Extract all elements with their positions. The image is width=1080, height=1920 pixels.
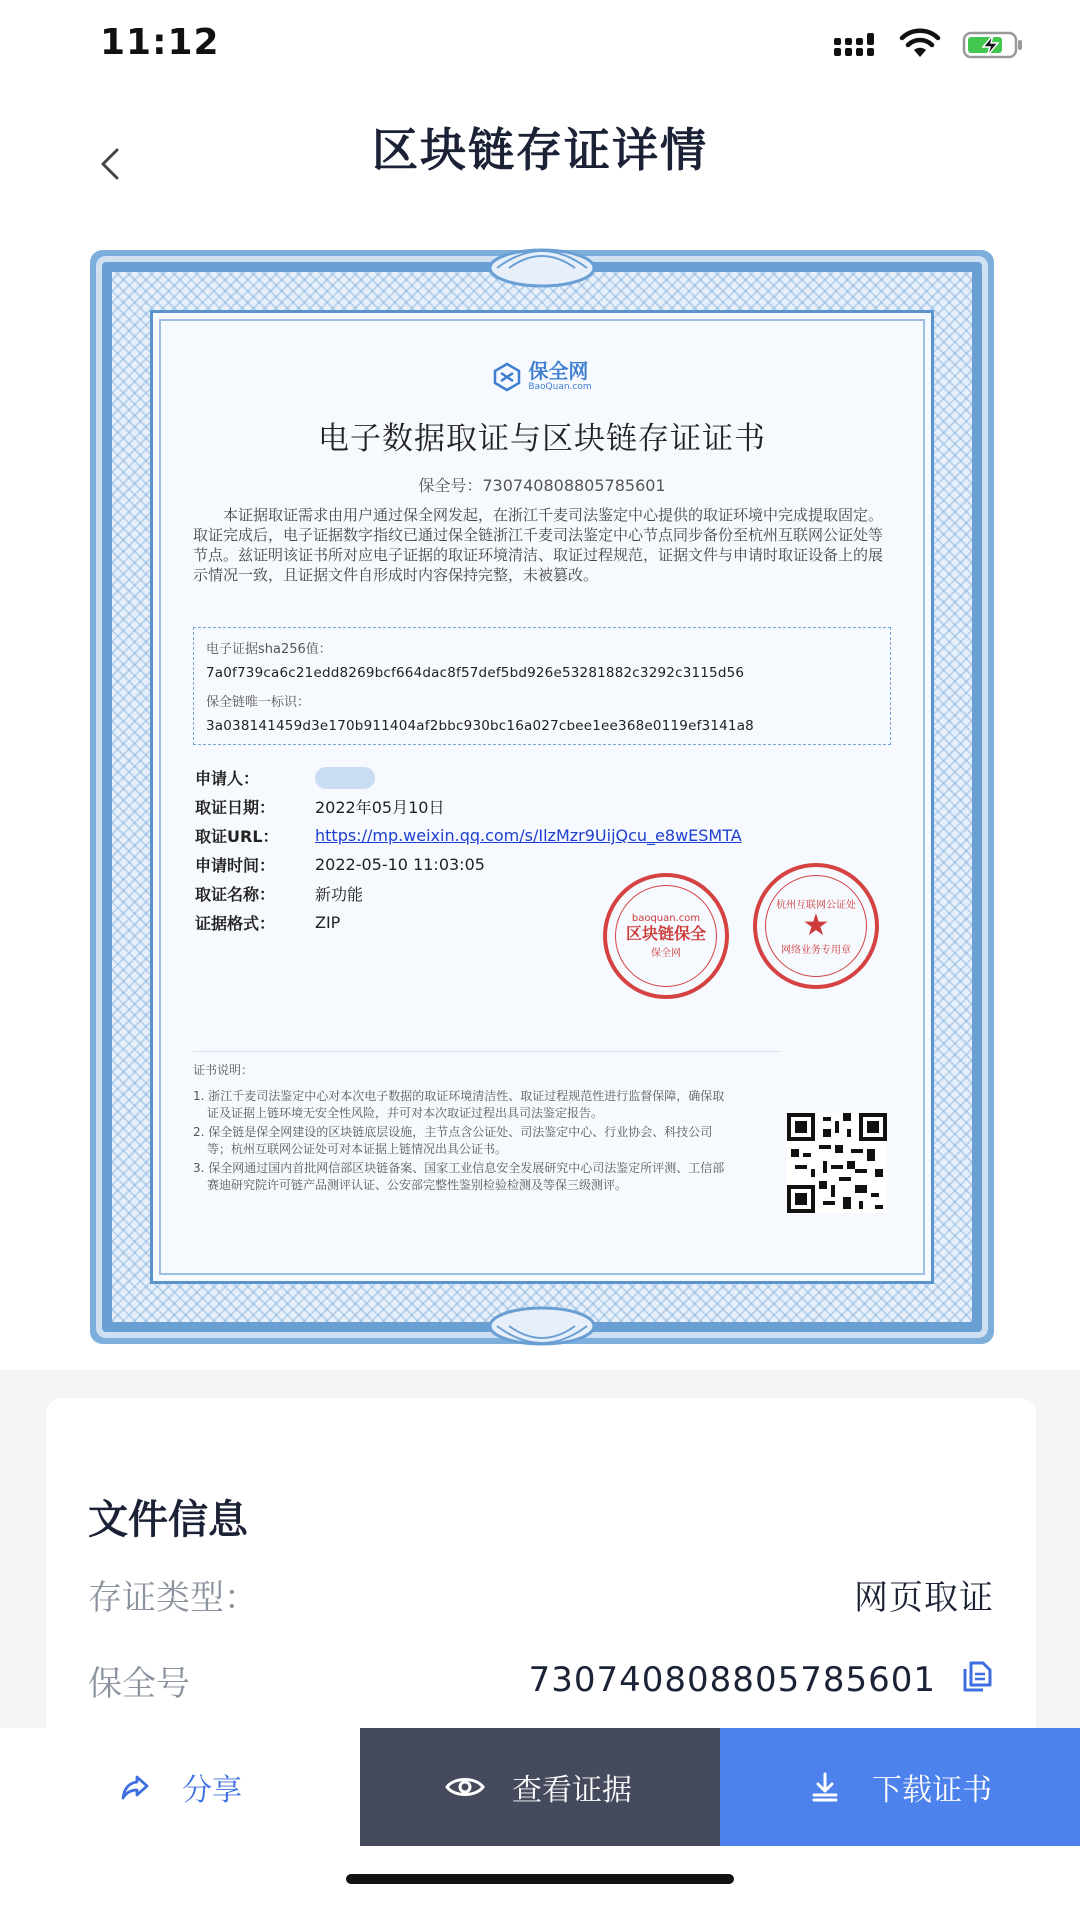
row-key: 取证日期： [195,798,276,817]
applicant-row [195,763,742,792]
certificate-serial: 保全号：730740808805785601 [418,476,666,495]
row-key: 申请时间： [195,856,276,875]
row-value: 2022-05-10 11:03:05 [315,855,485,874]
serial-row [88,1650,994,1710]
nav-bar [0,96,1080,246]
logo-main-text: 保全网 [528,359,589,383]
home-indicator[interactable] [346,1874,734,1884]
certificate-title: 电子数据取证与区块链存证证书 [318,421,766,457]
certificate-body [150,310,934,1284]
hash-box [193,627,891,745]
qr-code-icon [787,1113,887,1213]
baoquan-logo-icon [492,362,522,392]
share-icon [118,1770,152,1804]
status-time: 11:12 [100,22,220,63]
download-certificate-button[interactable] [720,1728,1080,1846]
certificate-logo [153,361,931,392]
notes-divider [193,1051,781,1052]
evidence-type-text: 网页取证 [854,1577,994,1618]
evidence-type-label: 存证类型： [88,1577,258,1618]
signal-icon [832,32,878,62]
row-key: 证据格式： [195,914,276,933]
serial-value [529,1659,994,1702]
evidence-type-row [88,1564,994,1624]
serial-label: 保全号 [88,1663,190,1704]
baoquan-stamp [603,873,729,999]
stamp-bottom-text: 网络业务专用章 [781,945,851,956]
copy-icon[interactable] [960,1659,994,1702]
stamp-bottom-text: 保全网 [651,947,681,959]
download-certificate-label: 下载证书 [872,1773,992,1808]
view-evidence-button[interactable] [360,1728,720,1846]
eye-icon [448,1770,482,1804]
file-info-section [0,1370,1080,1730]
url-row [195,821,742,850]
stamp-main-text: 区块链保全 [625,924,706,944]
notes-title: 证书说明： [193,1063,254,1077]
evidence-url-link: https://mp.weixin.qq.com/s/IlzMzr9UijQcu_e8wESMTA [315,826,742,845]
notary-stamp [753,863,879,989]
row-key: 申请人： [195,769,260,788]
row-key: 取证URL： [195,827,279,846]
note-item: 3. 保全网通过国内首批网信部区块链备案、国家工业信息安全发展研究中心司法鉴定所评测、工信部赛迪研究院许可链产品测评认证、公安部完整性鉴别检验检测及等保三级测评。 [193,1161,725,1192]
note-item: 2. 保全链是保全网建设的区块链底层设施，主节点含公证处、司法鉴定中心、行业协会、科技公司等；杭州互联网公证处可对本证据上链情况出具公证书。 [193,1125,713,1156]
home-area [0,1846,1080,1920]
row-value: ZIP [315,913,341,932]
row-key: 取证名称： [195,885,276,904]
file-info-title: 文件信息 [88,1497,248,1543]
row-value: 2022年05月10日 [315,798,445,817]
download-icon [808,1770,842,1804]
certificate-paragraph: 本证据取证需求由用户通过保全网发起，在浙江千麦司法鉴定中心提供的取证环境中完成提取固定。取证完成后，电子证据数字指纹已通过保全链浙江千麦司法鉴定中心节点同步备份至杭州互联网公证处等节点。兹证明该证书所对应电子证据的取证环境清洁、取证过程规范，证据文件与申请时取证设备上的展示情况一致，且证据文件自形成时内容保持完整，未被篡改。 [193,506,884,584]
page-title: 区块链存证详情 [372,123,708,177]
chain-value: 3a038141459d3e170b911404af2bbc930bc16a027cbee1ee368e0119ef3141a8 [206,718,754,734]
share-label: 分享 [182,1773,242,1808]
certificate-image[interactable] [102,262,982,1332]
battery-icon [962,30,1024,64]
evidence-type-value [854,1570,994,1619]
share-button[interactable] [0,1728,360,1846]
row-value: 新功能 [315,885,364,904]
status-icons [832,30,1024,64]
sha-label: 电子证据sha256值： [206,642,332,657]
serial-text: 730740808805785601 [528,1660,936,1700]
status-bar [0,0,1080,96]
logo-sub-text: BaoQuan.com [528,382,592,392]
sha-value: 7a0f739ca6c21edd8269bcf664dac8f57def5bd926e53281882c3292c3115d56 [206,665,745,681]
file-info-card [46,1398,1036,1738]
ornament-icon [487,238,597,284]
certificate-notes [193,1088,733,1196]
action-bar [0,1728,1080,1846]
certificate-area [0,246,1080,1370]
chain-label: 保全链唯一标识： [206,695,311,710]
note-item: 1. 浙江千麦司法鉴定中心对本次电子数据的取证环境清洁性、取证过程规范性进行监督保障，确保取证及证据上链环境无安全性风险，并可对本次取证过程出具司法鉴定报告。 [193,1089,725,1120]
view-evidence-label: 查看证据 [512,1773,632,1808]
wifi-icon [900,30,940,64]
star-icon: ★ [802,908,830,943]
applicant-redacted [315,767,375,789]
stamp-top-text: 杭州互联网公证处 [776,900,856,911]
stamp-top-text: baoquan.com [631,913,701,925]
ornament-icon [487,1310,597,1356]
date-row [195,792,742,821]
